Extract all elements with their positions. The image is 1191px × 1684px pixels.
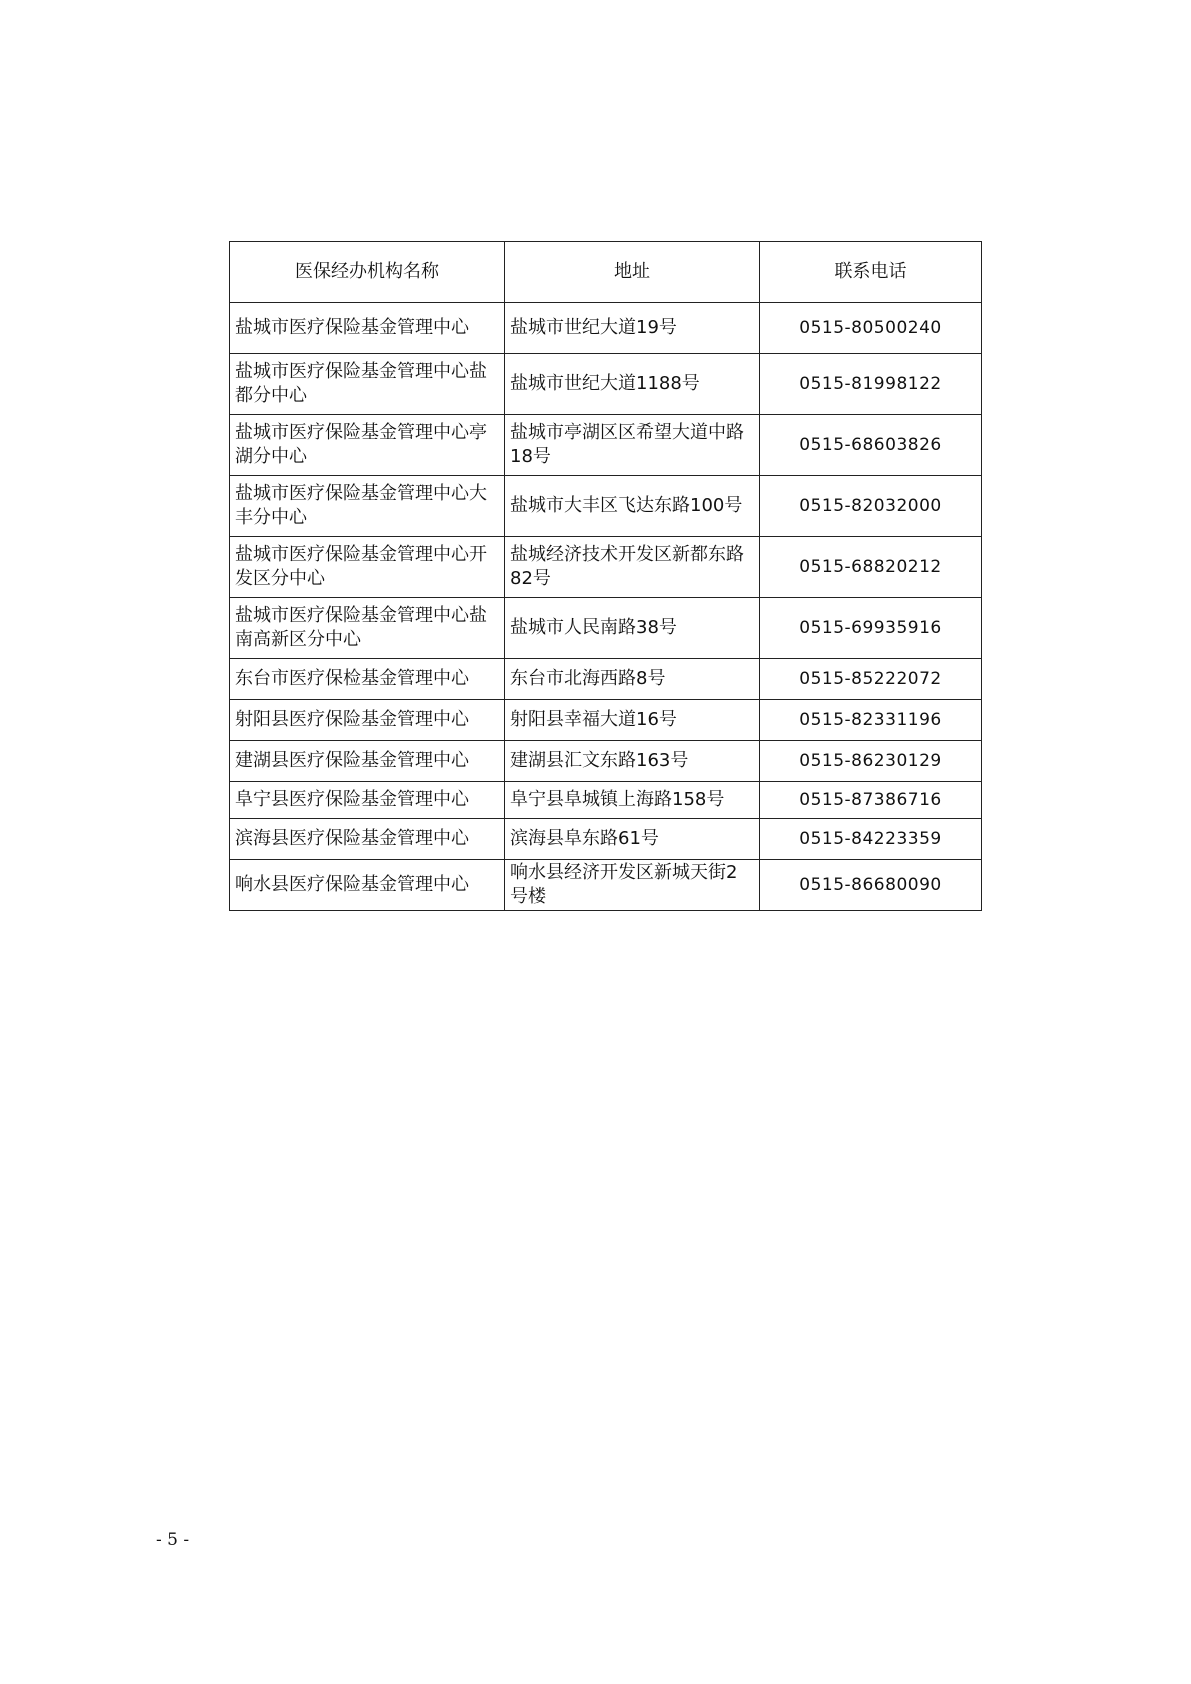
phone-cell: 0515-86230129 [760, 741, 982, 782]
table-row [230, 782, 982, 819]
address-cell: 射阳县幸福大道16号 [505, 700, 760, 741]
table-row [230, 860, 982, 911]
table-row [230, 741, 982, 782]
table-row [230, 415, 982, 476]
table-row [230, 537, 982, 598]
agency-name-cell: 建湖县医疗保险基金管理中心 [230, 741, 505, 782]
agency-name-cell: 盐城市医疗保险基金管理中心盐南高新区分中心 [230, 598, 505, 659]
header-agency-name: 医保经办机构名称 [230, 242, 505, 303]
agency-name-cell: 响水县医疗保险基金管理中心 [230, 860, 505, 911]
address-cell: 盐城经济技术开发区新都东路82号 [505, 537, 760, 598]
address-cell: 盐城市世纪大道19号 [505, 303, 760, 354]
phone-cell: 0515-84223359 [760, 819, 982, 860]
address-cell: 盐城市世纪大道1188号 [505, 354, 760, 415]
table-row [230, 598, 982, 659]
phone-cell: 0515-82032000 [760, 476, 982, 537]
address-cell: 响水县经济开发区新城天街2号楼 [505, 860, 760, 911]
agency-contact-table [229, 241, 982, 911]
agency-name-cell: 滨海县医疗保险基金管理中心 [230, 819, 505, 860]
phone-cell: 0515-86680090 [760, 860, 982, 911]
table-header-row [230, 242, 982, 303]
address-cell: 阜宁县阜城镇上海路158号 [505, 782, 760, 819]
table-row [230, 303, 982, 354]
address-cell: 东台市北海西路8号 [505, 659, 760, 700]
phone-cell: 0515-68820212 [760, 537, 982, 598]
address-cell: 盐城市大丰区飞达东路100号 [505, 476, 760, 537]
header-phone: 联系电话 [760, 242, 982, 303]
phone-cell: 0515-87386716 [760, 782, 982, 819]
agency-name-cell: 阜宁县医疗保险基金管理中心 [230, 782, 505, 819]
agency-name-cell: 盐城市医疗保险基金管理中心开发区分中心 [230, 537, 505, 598]
phone-cell: 0515-81998122 [760, 354, 982, 415]
phone-cell: 0515-68603826 [760, 415, 982, 476]
phone-cell: 0515-85222072 [760, 659, 982, 700]
phone-cell: 0515-82331196 [760, 700, 982, 741]
address-cell: 盐城市人民南路38号 [505, 598, 760, 659]
agency-name-cell: 盐城市医疗保险基金管理中心盐都分中心 [230, 354, 505, 415]
agency-name-cell: 盐城市医疗保险基金管理中心亭湖分中心 [230, 415, 505, 476]
agency-name-cell: 盐城市医疗保险基金管理中心大丰分中心 [230, 476, 505, 537]
address-cell: 滨海县阜东路61号 [505, 819, 760, 860]
table-row [230, 700, 982, 741]
page-number: - 5 - [156, 1530, 190, 1550]
agency-name-cell: 东台市医疗保检基金管理中心 [230, 659, 505, 700]
table-row [230, 819, 982, 860]
phone-cell: 0515-80500240 [760, 303, 982, 354]
table-row [230, 354, 982, 415]
agency-name-cell: 盐城市医疗保险基金管理中心 [230, 303, 505, 354]
table-row [230, 476, 982, 537]
address-cell: 建湖县汇文东路163号 [505, 741, 760, 782]
agency-name-cell: 射阳县医疗保险基金管理中心 [230, 700, 505, 741]
header-address: 地址 [505, 242, 760, 303]
table-row [230, 659, 982, 700]
phone-cell: 0515-69935916 [760, 598, 982, 659]
address-cell: 盐城市亭湖区区希望大道中路18号 [505, 415, 760, 476]
